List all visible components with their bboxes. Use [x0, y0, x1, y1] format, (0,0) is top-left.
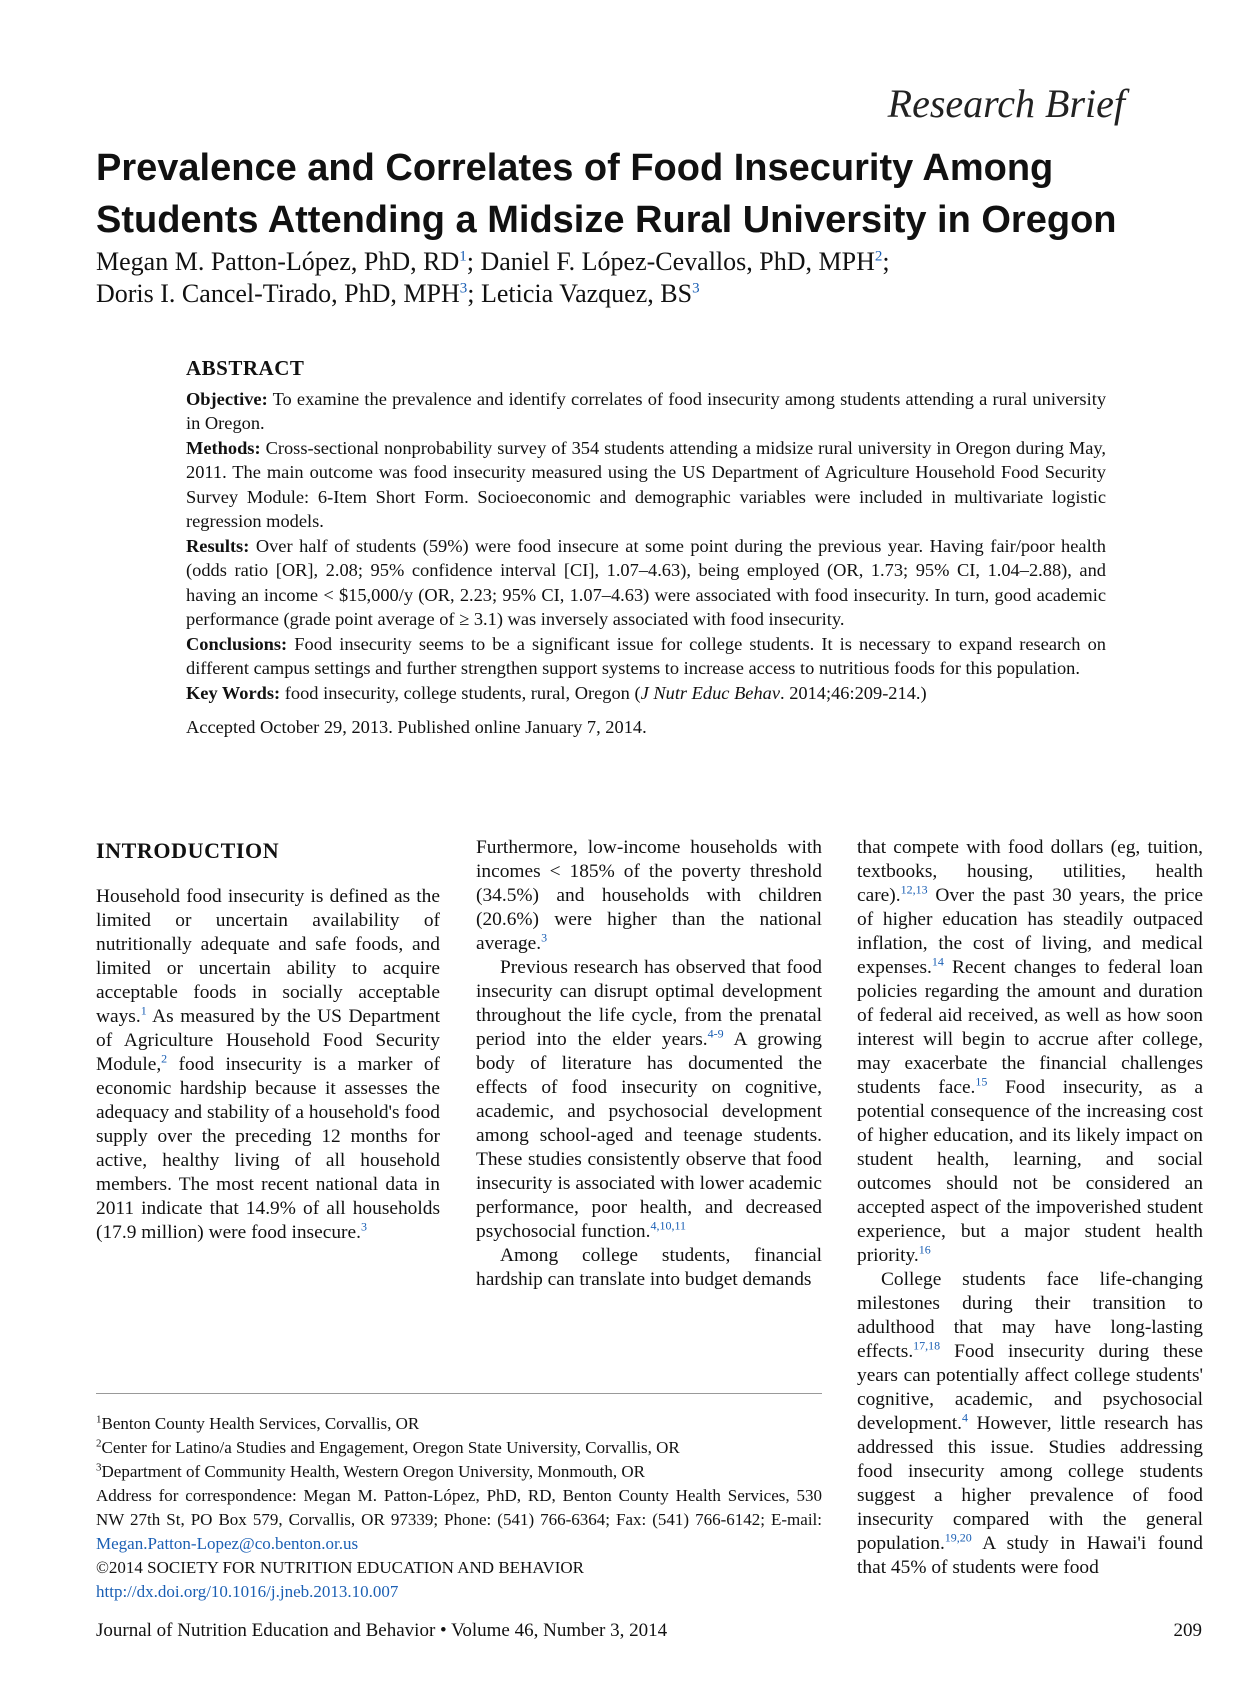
introduction-heading: INTRODUCTION	[96, 838, 280, 863]
author-list	[96, 246, 1176, 310]
affiliation-1: Benton County Health Services, Corvallis, OR	[101, 1414, 420, 1433]
author-name: Doris I. Cancel-Tirado, PhD, MPH	[96, 279, 460, 308]
abstract-keywords: Key Words: food insecurity, college students, rural, Oregon (J Nutr Educ Behav. 2014;46:209-214.)	[186, 682, 927, 703]
methods-text: Cross-sectional nonprobability survey of 354 students attending a midsize rural university in Oregon during May, 2011. The main outcome was food insecurity measured using the US Department of Agriculture Household Food Security Survey Module: 6-Item Short Form. Socioeconomic and demographic variables were included in multivariate logistic regression models.	[186, 437, 1106, 531]
body-text: As measured by the US Department of Agriculture Household Food Security Module,	[96, 1006, 440, 1075]
article-title: Prevalence and Correlates of Food Insecurity Among Students Attending a Midsize Rural University in Oregon	[96, 147, 1117, 241]
results-text: Over half of students (59%) were food insecure at some point during the previous year. Having fair/poor health (odds ratio [OR], 2.08; 95% confidence interval [CI], 1.07–4.63), being employed (OR, 1.73; 95% CI, 1.04–2.88), and having an income < $15,000/y (OR, 2.23; 95% CI, 1.07–4.63) were associated with food insecurity. In turn, good academic performance (grade point average of ≥ 3.1) was inversely associated with food insecurity.	[186, 535, 1106, 629]
footnote-divider	[96, 1393, 822, 1394]
author-separator: ;	[882, 247, 890, 276]
body-text: food insecurity is a marker of economic hardship because it assesses the adequacy and stability of a household's food supply over the preceding 12 months for active, healthy living of all household members. The most recent national data in 2011 indicate that 14.9% of all households (17.9 million) were food insecure.	[96, 1054, 440, 1243]
author-name: Megan M. Patton-López, PhD, RD	[96, 247, 460, 276]
page-number: 209	[1173, 1620, 1202, 1641]
affiliation-marker[interactable]: 3	[459, 280, 468, 297]
column-2	[476, 836, 822, 1292]
accepted-date: Accepted October 29, 2013. Published online January 7, 2014.	[186, 717, 647, 737]
affiliation-2: Center for Latino/a Studies and Engagement, Oregon State University, Corvallis, OR	[101, 1438, 680, 1457]
abstract	[186, 356, 1106, 740]
citation-journal: J Nutr Educ Behav	[640, 682, 781, 703]
column-1	[96, 885, 440, 1245]
body-paragraph	[857, 1268, 1203, 1580]
journal-info: Journal of Nutrition Education and Behavior • Volume 46, Number 3, 2014	[96, 1620, 668, 1641]
citation-ref[interactable]: 19,20	[944, 1530, 972, 1545]
citation-ref[interactable]: 4,10,11	[650, 1218, 687, 1233]
body-paragraph	[476, 956, 822, 1244]
author-name: Leticia Vazquez, BS	[481, 279, 693, 308]
body-text: Among college students, financial hardship can translate into budget demands	[476, 1245, 822, 1290]
citation-ref[interactable]: 3	[360, 1219, 367, 1234]
citation-ref[interactable]: 12,13	[900, 882, 928, 897]
methods-label: Methods:	[186, 437, 261, 458]
affiliation-marker[interactable]: 3	[692, 280, 700, 297]
correspondence-text: Address for correspondence: Megan M. Patton-López, PhD, RD, Benton County Health Services, 530 NW 27th St, PO Box 579, Corvallis, OR 97339; Phone: (541) 766-6364; Fax: (541) 766-6142; E-mail:	[96, 1486, 822, 1529]
affiliation-note: $^1$Benton County Health Services, Corvallis, OR	[96, 1413, 420, 1433]
abstract-conclusions	[186, 632, 1106, 681]
body-text: Previous research has observed that food insecurity can disrupt optimal development throughout the life cycle, from the prenatal period into the elder years.	[476, 957, 822, 1050]
keywords-label: Key Words:	[186, 682, 281, 703]
body-text: that compete with food dollars (eg, tuition, textbooks, housing, utilities, health care).	[857, 837, 1203, 906]
body-text: However, little research has addressed this issue. Studies addressing food insecurity among college students suggest a higher prevalence of food insecurity compared with the general population.	[857, 1413, 1203, 1554]
affiliation-3: Department of Community Health, Western Oregon University, Monmouth, OR	[101, 1462, 645, 1481]
citation-ref[interactable]: 3	[541, 930, 548, 945]
body-text: Over the past 30 years, the price of higher education has steadily outpaced inflation, the cost of living, and medical expenses.	[857, 885, 1203, 978]
conclusions-text: Food insecurity seems to be a significant issue for college students. It is necessary to expand research on different campus settings and further strengthen support systems to increase access to nutritious foods for this population.	[186, 633, 1106, 678]
body-text: A study in Hawai'i found that 45% of students were food	[857, 1533, 1203, 1578]
citation-ref[interactable]: 1	[140, 1003, 147, 1018]
body-paragraph	[476, 836, 822, 956]
body-paragraph	[476, 1244, 822, 1292]
body-text: Food insecurity during these years can potentially affect college students' cognitive, academic, and psychosocial development.	[857, 1341, 1203, 1434]
copyright-note: ©2014 SOCIETY FOR NUTRITION EDUCATION AND BEHAVIOR	[96, 1558, 584, 1577]
author-separator: ;	[466, 247, 481, 276]
affiliation-note: $^2$Center for Latino/a Studies and Engagement, Oregon State University, Corvallis, OR	[96, 1437, 680, 1457]
results-label: Results:	[186, 535, 250, 556]
affiliation-marker[interactable]: 1	[459, 248, 467, 265]
abstract-methods	[186, 436, 1106, 534]
keywords-text: food insecurity, college students, rural, Oregon	[284, 682, 630, 703]
affiliation-note: $^3$Department of Community Health, Western Oregon University, Monmouth, OR	[96, 1461, 645, 1481]
body-paragraph	[857, 836, 1203, 1268]
footnotes	[96, 1412, 822, 1604]
abstract-objective	[186, 387, 1106, 436]
author-name: Daniel F. López-Cevallos, PhD, MPH	[480, 247, 875, 276]
body-text: Recent changes to federal loan policies regarding the amount and duration of federal aid received, as well as how soon interest will begin to accrue after college, may exacerbate the financial challenges students face.	[857, 957, 1203, 1098]
affiliation-marker[interactable]: 2	[874, 248, 883, 265]
citation-ref[interactable]: 14	[931, 954, 944, 969]
abstract-heading: ABSTRACT	[186, 356, 305, 380]
body-text: Food insecurity, as a potential consequence of the increasing cost of higher education, and its likely impact on student health, learning, and social outcomes should not be considered an accepted aspect of the impoverished student experience, but a major student health priority.	[857, 1077, 1203, 1266]
section-label: Research Brief	[887, 81, 1125, 126]
body-text: College students face life-changing milestones during their transition to adulthood that may have long-lasting effects.	[857, 1269, 1203, 1362]
objective-text: To examine the prevalence and identify correlates of food insecurity among students attending a rural university in Oregon.	[186, 388, 1107, 433]
citation-ref[interactable]: 17,18	[913, 1338, 941, 1353]
citation-ref[interactable]: 15	[975, 1074, 988, 1089]
author-separator: ;	[467, 279, 481, 308]
citation-ref[interactable]: 4	[962, 1410, 969, 1425]
body-paragraph	[96, 885, 440, 1245]
doi-link[interactable]: http://dx.doi.org/10.1016/j.jneb.2013.10.007	[96, 1582, 399, 1601]
body-text: A growing body of literature has documented the effects of food insecurity on cognitive, academic, and psychosocial development among school-aged and teenage students. These studies consistently observe that food insecurity is associated with lower academic performance, poor health, and decreased psychosocial function.	[476, 1029, 822, 1242]
email-link[interactable]: Megan.Patton-Lopez@co.benton.or.us	[96, 1534, 359, 1553]
page-footer	[96, 1620, 1202, 1642]
body-text: Household food insecurity is defined as the limited or uncertain availability of nutritionally adequate and safe foods, and limited or uncertain ability to acquire acceptable foods in socially acceptable ways.	[96, 886, 440, 1027]
column-3	[857, 836, 1203, 1580]
conclusions-label: Conclusions:	[186, 633, 288, 654]
citation-ref[interactable]: 16	[918, 1242, 931, 1257]
abstract-results	[186, 534, 1106, 632]
citation-ref[interactable]: 4-9	[707, 1026, 724, 1041]
citation-details: . 2014;46:209-214.)	[780, 682, 927, 703]
citation-ref[interactable]: 2	[161, 1051, 168, 1066]
body-text: Furthermore, low-income households with incomes < 185% of the poverty threshold (34.5%) and households with children (20.6%) were higher than the national average.	[476, 837, 822, 954]
correspondence-note	[96, 1484, 822, 1556]
objective-label: Objective:	[186, 388, 268, 409]
